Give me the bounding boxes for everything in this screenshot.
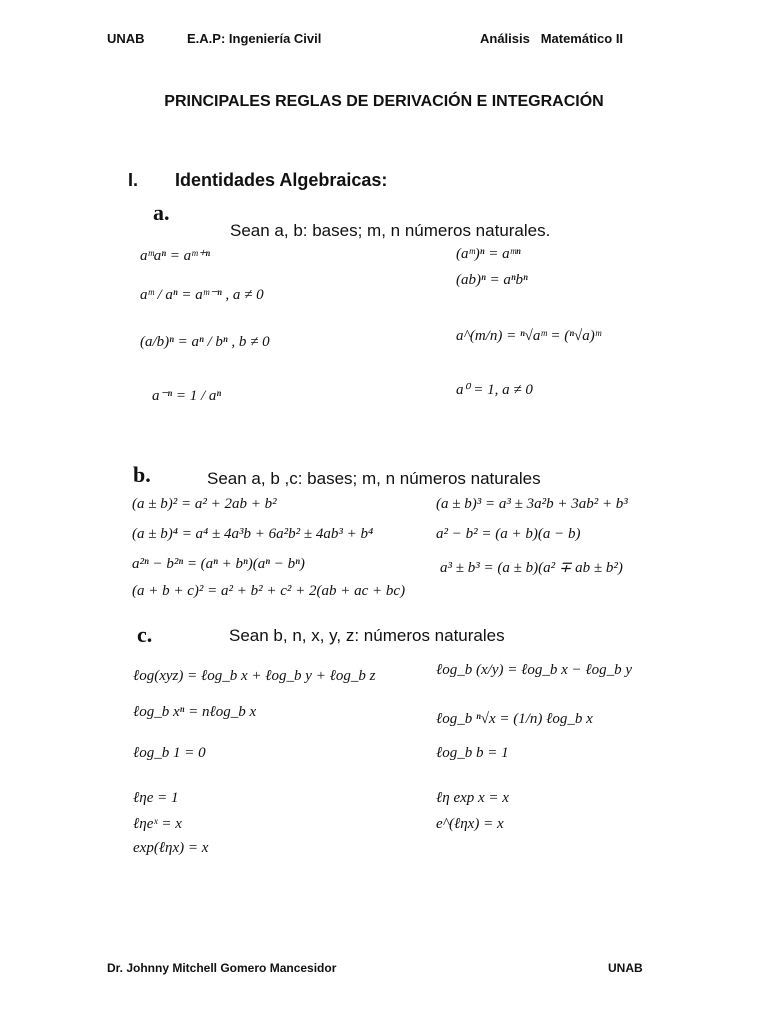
formula-b-5: a²ⁿ − b²ⁿ = (aⁿ + bⁿ)(aⁿ − bⁿ): [132, 556, 305, 572]
formula-a-1: aᵐaⁿ = aᵐ⁺ⁿ: [140, 248, 210, 264]
formula-c-3: ℓog_b xⁿ = nℓog_b x: [133, 704, 257, 720]
page-title: PRINCIPALES REGLAS DE DERIVACIÓN E INTEGRACIÓN: [164, 93, 604, 110]
section-title: Identidades Algebraicas:: [175, 170, 388, 190]
formula-a-8: a⁰ = 1, a ≠ 0: [456, 382, 533, 398]
subsection-a-letter: a.: [153, 200, 170, 225]
formula-c-5: ℓog_b 1 = 0: [133, 745, 206, 761]
formula-b-3: (a ± b)⁴ = a⁴ ± 4a³b + 6a²b² ± 4ab³ + b⁴: [132, 526, 374, 542]
header-school: E.A.P: Ingeniería Civil: [187, 31, 322, 46]
formula-a-7: a⁻ⁿ = 1 / aⁿ: [152, 388, 222, 404]
section-number: I.: [128, 170, 139, 190]
formula-a-5: (a/b)ⁿ = aⁿ / bⁿ , b ≠ 0: [140, 334, 270, 350]
formula-b-4: a² − b² = (a + b)(a − b): [436, 526, 581, 542]
formula-c-7: ℓηe = 1: [133, 790, 179, 806]
subsection-c-description: Sean b, n, x, y, z: números naturales: [229, 626, 505, 645]
subsection-a-description: Sean a, b: bases; m, n números naturales.: [230, 221, 551, 240]
formula-a-4: aᵐ / aⁿ = aᵐ⁻ⁿ , a ≠ 0: [140, 287, 264, 303]
formula-c-6: ℓog_b b = 1: [436, 745, 509, 761]
formula-c-8: ℓη exp x = x: [436, 790, 509, 806]
formula-b-2: (a ± b)³ = a³ ± 3a²b + 3ab² + b³: [436, 496, 628, 512]
formula-c-1: ℓog(xyz) = ℓog_b x + ℓog_b y + ℓog_b z: [133, 668, 376, 684]
formula-c-2: ℓog_b (x/y) = ℓog_b x − ℓog_b y: [436, 662, 633, 678]
formula-c-9: ℓηeˣ = x: [133, 816, 182, 832]
formula-b-7: (a + b + c)² = a² + b² + c² + 2(ab + ac + bc): [132, 583, 406, 599]
formula-b-1: (a ± b)² = a² + 2ab + b²: [132, 496, 277, 512]
header-course: Análisis Matemático II: [480, 31, 624, 46]
formula-a-3: (ab)ⁿ = aⁿbⁿ: [456, 272, 528, 288]
formula-b-6: a³ ± b³ = (a ± b)(a² ∓ ab ± b²): [440, 560, 623, 576]
header-institution: UNAB: [107, 31, 145, 46]
formula-c-10: e^(ℓηx) = x: [436, 816, 504, 832]
footer-author: Dr. Johnny Mitchell Gomero Mancesidor: [107, 961, 337, 975]
formula-a-6: a^(m/n) = ⁿ√aᵐ = (ⁿ√a)ᵐ: [456, 328, 601, 344]
subsection-b-letter: b.: [133, 462, 151, 487]
formula-a-2: (aᵐ)ⁿ = aᵐⁿ: [456, 246, 521, 262]
subsection-b-description: Sean a, b ,c: bases; m, n números naturales: [207, 469, 541, 488]
footer-institution: UNAB: [608, 961, 643, 975]
formula-c-11: exp(ℓηx) = x: [133, 840, 209, 856]
formula-c-4: ℓog_b ⁿ√x = (1/n) ℓog_b x: [436, 711, 593, 727]
subsection-c-letter: c.: [137, 622, 153, 647]
